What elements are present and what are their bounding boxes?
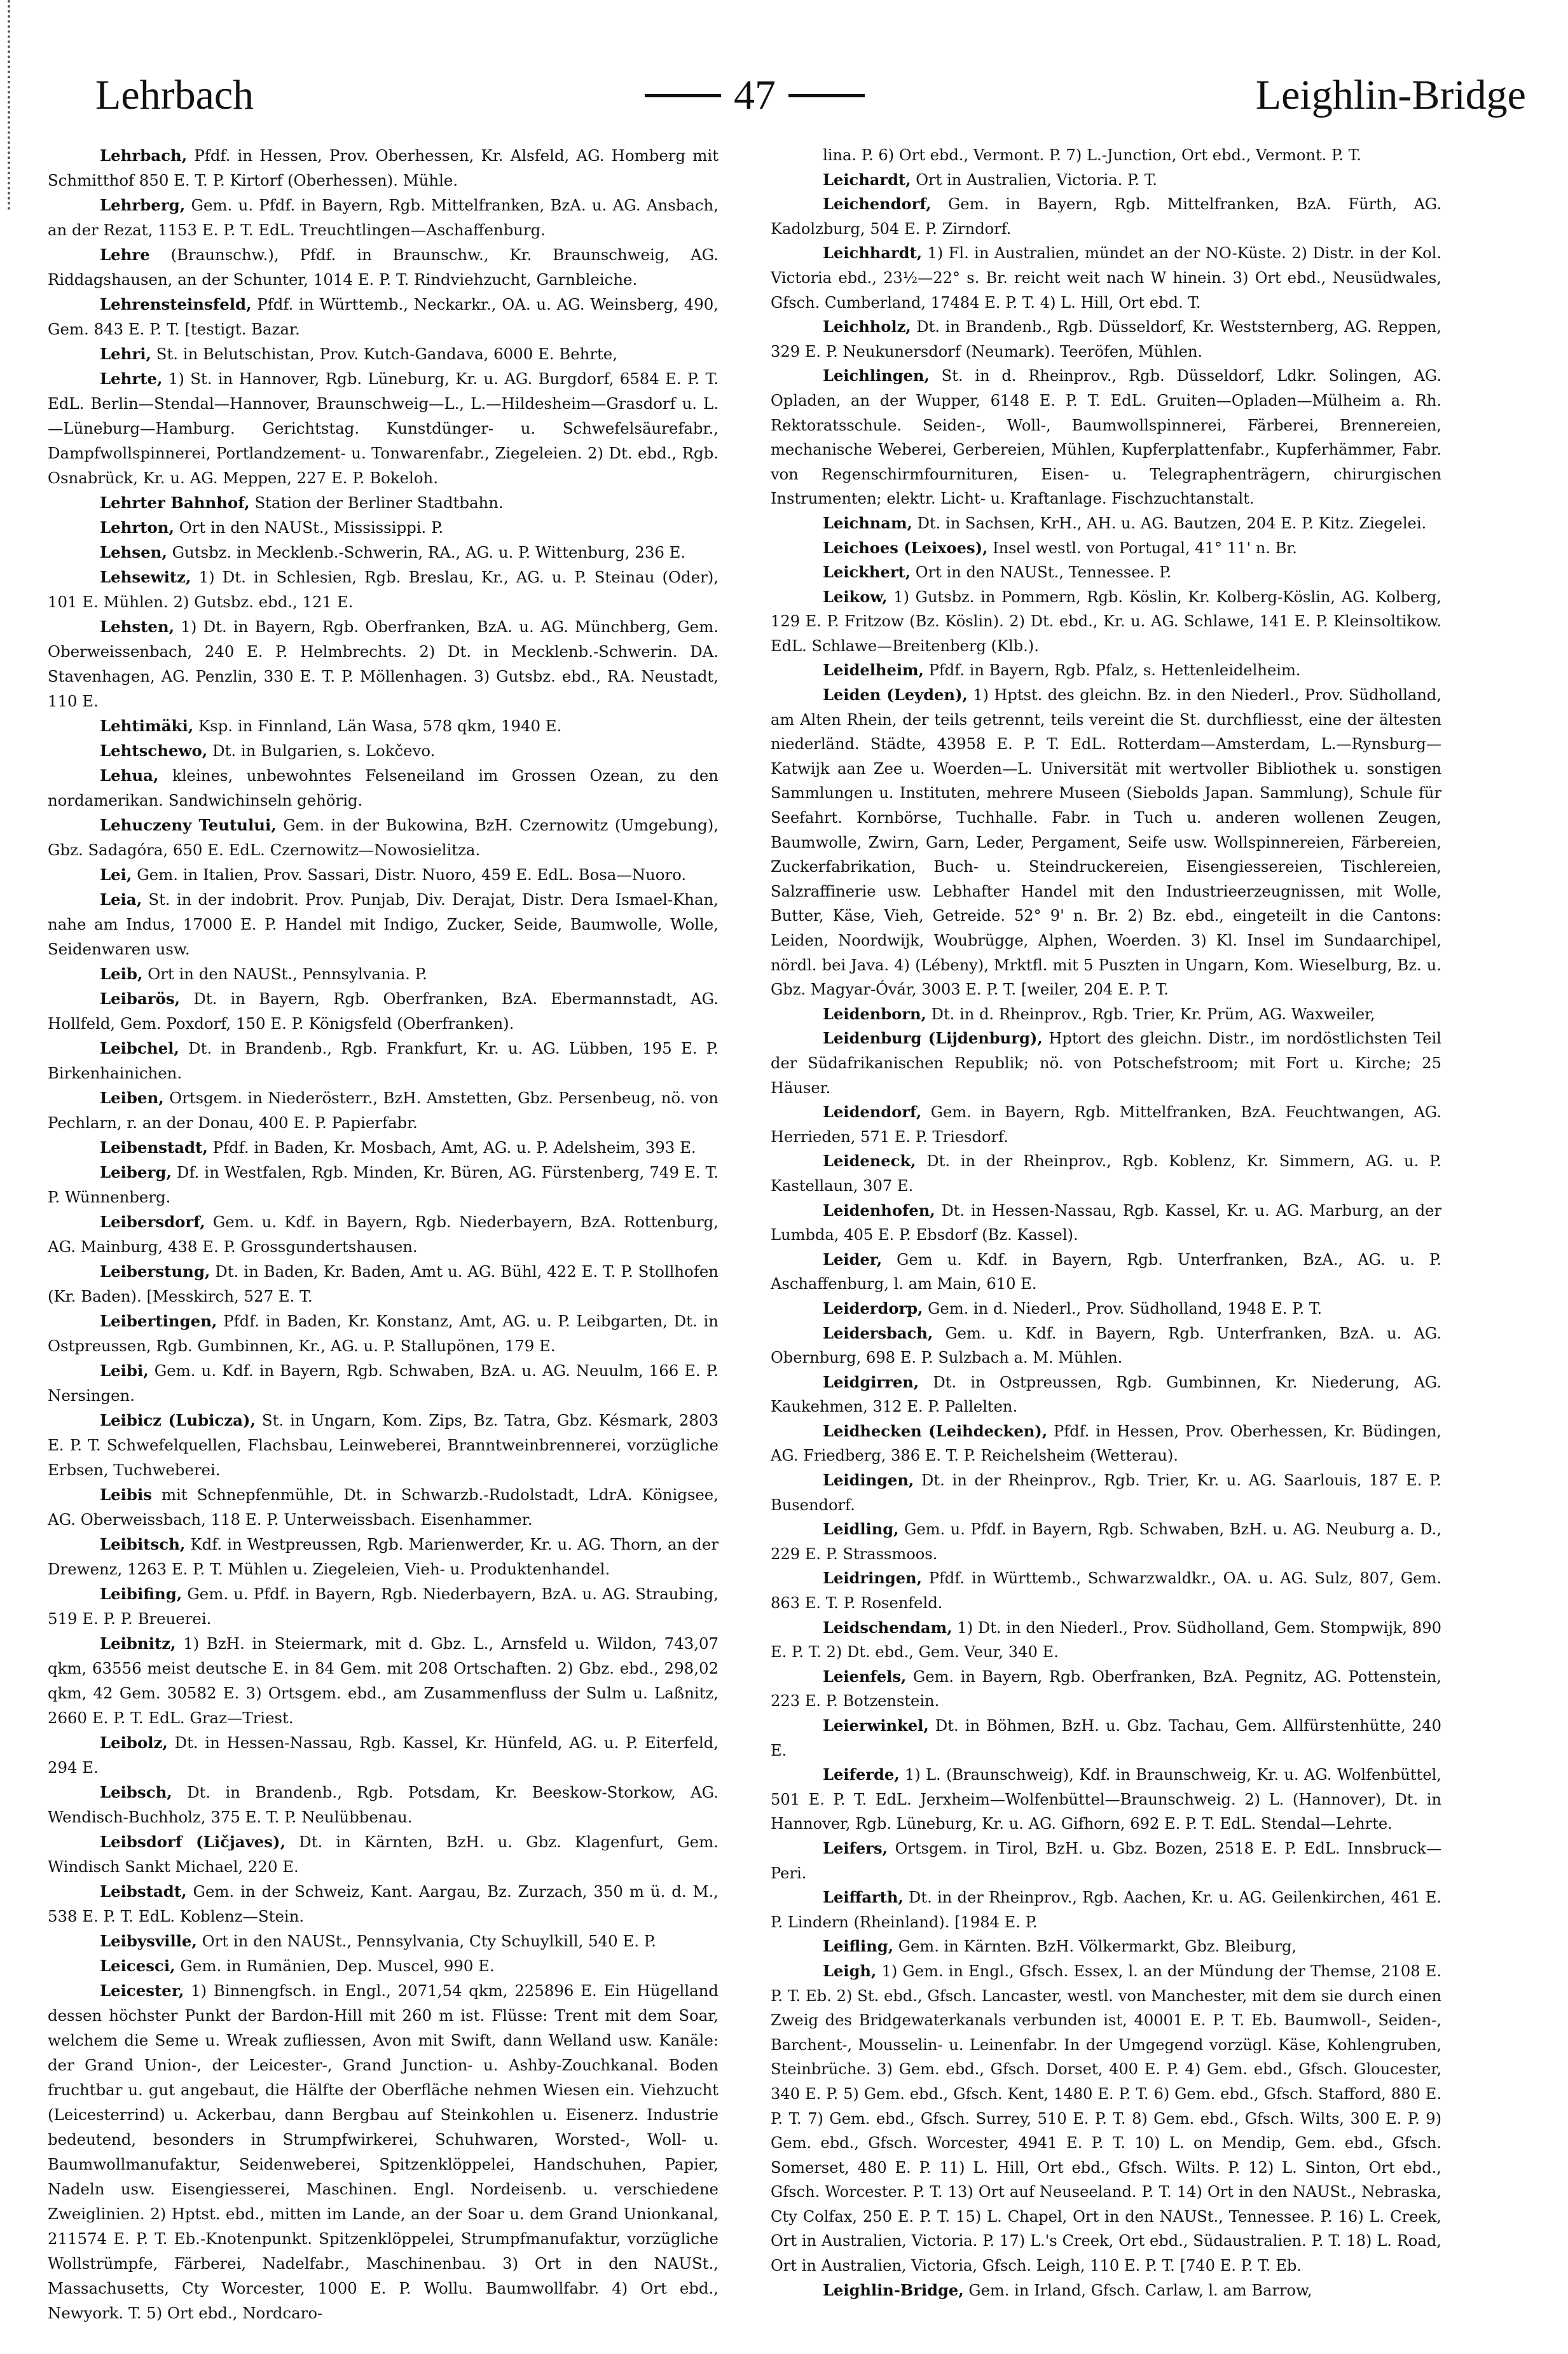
entry-headword: Leideneck, bbox=[823, 1152, 916, 1171]
entry-headword: Leidringen, bbox=[823, 1569, 923, 1588]
entry-text: Gem. in Rumänien, Dep. Muscel, 990 E. bbox=[175, 1957, 495, 1975]
entry-headword: Leibersdorf, bbox=[100, 1213, 205, 1231]
dictionary-entry bbox=[48, 1929, 719, 1953]
entry-headword: Leibchel, bbox=[100, 1039, 179, 1057]
entry-headword: Lehsten, bbox=[100, 617, 175, 636]
dictionary-entry bbox=[771, 1321, 1441, 1370]
dictionary-entry bbox=[48, 1309, 719, 1358]
entry-text: lina. P. 6) Ort ebd., Vermont. P. 7) L.-Junction, Ort ebd., Vermont. P. T. bbox=[823, 146, 1361, 164]
entry-text: 1) Dt. in Schlesien, Rgb. Breslau, Kr., AG. u. P. Steinau (Oder), 101 E. Mühlen. 2) Gutsbz. ebd., 121 E. bbox=[48, 568, 719, 611]
dictionary-entry bbox=[771, 1934, 1441, 1959]
entry-headword: Leiderdorp, bbox=[823, 1298, 923, 1318]
dictionary-entry bbox=[771, 1419, 1441, 1468]
entry-headword: Leichhardt, bbox=[823, 244, 923, 263]
entry-headword: Leibitsch, bbox=[100, 1535, 186, 1553]
entry-text: Pfdf. in Württemb., Schwarzwaldkr., OA. u. AG. Sulz, 807, Gem. 863 E. T. P. Rosenfeld. bbox=[771, 1569, 1441, 1613]
dictionary-entry bbox=[771, 1002, 1441, 1027]
entry-headword: Leienfels, bbox=[823, 1667, 907, 1686]
entry-headword: Leibsch, bbox=[100, 1783, 172, 1801]
entry-headword: Leifers, bbox=[823, 1838, 888, 1857]
entry-text: Kdf. in Westpreussen, Rgb. Marienwerder, Kr. u. AG. Thorn, an der Drewenz, 1263 E. P. T. Mühlen u. Ziegeleien, Vieh- u. Produktenhandel. bbox=[48, 1535, 719, 1578]
dictionary-entry bbox=[771, 315, 1441, 364]
dictionary-entry bbox=[771, 683, 1441, 1002]
entry-text: Ort in den NAUSt., Mississippi. P. bbox=[174, 518, 444, 537]
dictionary-entry bbox=[771, 560, 1441, 585]
entry-headword: Leichholz, bbox=[823, 317, 911, 336]
entry-headword: Leibicz (Lubicza), bbox=[100, 1411, 256, 1429]
left-column bbox=[48, 143, 719, 2325]
entry-headword: Leikow, bbox=[823, 587, 888, 606]
entry-headword: Leickhert, bbox=[823, 563, 911, 582]
dictionary-entry bbox=[771, 143, 1441, 168]
entry-text: St. in d. Rheinprov., Rgb. Düsseldorf, Ldkr. Solingen, AG. Opladen, an der Wupper, 6148 E. P. T. EdL. Gruiten—Opladen—Mülheim a. Rh. Rektoratsschule. Seiden-, Woll-, Baumwollspinnerei, Färberei, Brennereien, mechanische Weberei, Gerbereien, Mühlen, Kupferplattenfabr., Kupferhämmer, Fabr. von Regenschirmfournituren, Eisen- u. Telegraphenträgern, chirurgischen Instrumenten; elektr. Licht- u. Kraftanlage. Fischzuchtanstalt. bbox=[771, 367, 1441, 508]
entry-text: Dt. in Baden, Kr. Baden, Amt u. AG. Bühl, 422 E. T. P. Stollhofen (Kr. Baden). [Messkirch, 527 E. T. bbox=[48, 1262, 719, 1305]
dictionary-entry bbox=[48, 961, 719, 986]
entry-headword: Leibsdorf (Ličjaves), bbox=[100, 1833, 286, 1851]
entry-headword: Leidling, bbox=[823, 1520, 899, 1539]
entry-headword: Leib, bbox=[100, 965, 143, 983]
dictionary-entry bbox=[771, 192, 1441, 241]
entry-text: kleines, unbewohntes Felseneiland im Grossen Ozean, zu den nordamerikan. Sandwichinseln gehörig. bbox=[48, 766, 719, 809]
entry-text: 1) Hptst. des gleichn. Bz. in den Niederl., Prov. Südholland, am Alten Rhein, der teils getrennt, teils vereint die St. durchfliesst, eine der ältesten niederländ. Städte, 43958 E. P. T. EdL. Rotterdam—Amsterdam, L.—Rynsburg—Katwijk aan Zee u. Woerden—L. Universität mit wertvoller Bibliothek u. sonstigen Sammlungen u. Instituten, mehrere Museen (Siebolds Japan. Sammlung), Schule für Seefahrt. Kornbörse, Tuchhalle. Fabr. in Tuch u. anderen wollenen Zeugen, Baumwolle, Zwirn, Garn, Leder, Pergament, Seife usw. Wollspinnereien, Färbereien, Zuckerfabrikation, Buch- u. Steindruckereien, Eisengiessereien, Tischlereien, Salzraffinerie usw. Lebhafter Handel mit den Industrieerzeugnissen, mit Wolle, Butter, Käse, Vieh, Getreide. 52° 9' n. Br. 2) Bz. ebd., eingeteilt in die Cantons: Leiden, Noordwijk, Woubrügge, Alphen, Woerden. 3) Kl. Insel im Sundaarchipel, nördl. bei Java. 4) (Lébeny), Mrktfl. mit 5 Puszten in Ungarn, Kom. Wieselburg, Bz. u. Gbz. Magyar-Óvár, 3003 E. P. T. [weiler, 204 E. P. T. bbox=[771, 686, 1441, 999]
dictionary-entry bbox=[771, 1297, 1441, 1321]
entry-text: St. in Belutschistan, Prov. Kutch-Gandava, 6000 E. Behrte, bbox=[151, 345, 617, 363]
dictionary-entry bbox=[48, 515, 719, 540]
dictionary-entry bbox=[771, 168, 1441, 193]
entry-text: Ort in Australien, Victoria. P. T. bbox=[911, 170, 1157, 189]
entry-text: Ort in den NAUSt., Tennessee. P. bbox=[911, 563, 1172, 582]
entry-text: Gem. in Italien, Prov. Sassari, Distr. Nuoro, 459 E. EdL. Bosa—Nuoro. bbox=[132, 865, 687, 884]
entry-headword: Leichardt, bbox=[823, 170, 911, 189]
entry-text: Dt. in Bulgarien, s. Lokčevo. bbox=[207, 741, 436, 760]
dictionary-entry bbox=[48, 242, 719, 292]
dictionary-entry bbox=[771, 2278, 1441, 2303]
entry-text: 1) L. (Braunschweig), Kdf. in Braunschweig, Kr. u. AG. Wolfenbüttel, 501 E. P. T. EdL. Jerxheim—Wolfenbüttel—Braunschweig. 2) L. (Hannover), Dt. in Hannover, Rgb. Lüneburg, Kr. u. AG. Gifhorn, 692 E. P. T. EdL. Stendal—Lehrte. bbox=[771, 1766, 1441, 1833]
right-column bbox=[771, 143, 1441, 2302]
entry-headword: Lehuczeny Teutului, bbox=[100, 816, 277, 834]
dictionary-entry bbox=[48, 565, 719, 614]
dictionary-entry bbox=[48, 862, 719, 887]
entry-headword: Lehua, bbox=[100, 766, 159, 785]
entry-text: St. in Ungarn, Kom. Zips, Bz. Tatra, Gbz. Késmark, 2803 E. P. T. Schwefelquellen, Flachsbau, Leinweberei, Branntweinbrennerei, vorzügliche Erbsen, Tuchweberei. bbox=[48, 1411, 719, 1479]
dictionary-entry bbox=[48, 813, 719, 862]
entry-headword: Leidgirren, bbox=[823, 1372, 919, 1391]
dictionary-entry bbox=[48, 1209, 719, 1259]
entry-text: Dt. in Brandenb., Rgb. Potsdam, Kr. Beeskow-Storkow, AG. Wendisch-Buchholz, 375 E. T. P. Neulübbenau. bbox=[48, 1783, 719, 1826]
entry-headword: Leibysville, bbox=[100, 1932, 197, 1950]
entry-text: Gem. in Irland, Gfsch. Carlaw, l. am Barrow, bbox=[963, 2281, 1312, 2299]
entry-headword: Leider, bbox=[823, 1249, 883, 1269]
dictionary-entry bbox=[48, 763, 719, 813]
dictionary-entry bbox=[771, 364, 1441, 511]
entry-headword: Leibolz, bbox=[100, 1733, 168, 1752]
dictionary-entry bbox=[48, 1978, 719, 2325]
entry-text: Dt. in der Rheinprov., Rgb. Trier, Kr. u. AG. Saarlouis, 187 E. P. Busendorf. bbox=[771, 1471, 1441, 1514]
entry-headword: Lehsen, bbox=[100, 543, 167, 561]
dictionary-entry bbox=[771, 1149, 1441, 1198]
entry-text: Gem u. Kdf. in Bayern, Rgb. Unterfranken, BzA., AG. u. P. Aschaffenburg, l. am Main, 610 E. bbox=[771, 1250, 1441, 1293]
entry-text: 1) St. in Hannover, Rgb. Lüneburg, Kr. u. AG. Burgdorf, 6584 E. P. T. EdL. Berlin—Stendal—Hannover, Braunschweig—L., L.—Hildesheim—Grasdorf u. L.—Lüneburg—Hamburg. Gerichtstag. Kunstdünger- u. Schwefelsäurefabr., Dampfwollspinnerei, Portlandzement- u. Tonwarenfabr., Ziegeleien. 2) Dt. ebd., Rgb. Osnabrück, Kr. u. AG. Meppen, 227 E. P. Bokeloh. bbox=[48, 369, 719, 487]
dictionary-entry bbox=[771, 1199, 1441, 1248]
entry-headword: Leidersbach, bbox=[823, 1323, 933, 1342]
entry-text: Dt. in d. Rheinprov., Rgb. Trier, Kr. Prüm, AG. Waxweiler, bbox=[926, 1005, 1375, 1023]
dictionary-entry bbox=[48, 1532, 719, 1581]
dictionary-entry bbox=[48, 1829, 719, 1879]
entry-headword: Leiffarth, bbox=[823, 1888, 904, 1907]
entry-text: Dt. in der Rheinprov., Rgb. Aachen, Kr. u. AG. Geilenkirchen, 461 E. P. Lindern (Rheinland). [1984 E. P. bbox=[771, 1889, 1441, 1931]
entry-text: 1) Gutsbz. in Pommern, Rgb. Köslin, Kr. Kolberg-Köslin, AG. Kolberg, 129 E. P. Fritzow (Bz. Köslin). 2) Dt. ebd., Kr. u. AG. Schlawe, 141 E. P. Kleinsoltikow. EdL. Schlawe—Breitenberg (Klb.). bbox=[771, 588, 1441, 655]
entry-headword: Leidenburg (Lijdenburg), bbox=[823, 1029, 1043, 1048]
entry-headword: Leierwinkel, bbox=[823, 1716, 929, 1735]
entry-text: Dt. in Hessen-Nassau, Rgb. Kassel, Kr. Hünfeld, AG. u. P. Eiterfeld, 294 E. bbox=[48, 1733, 719, 1777]
dictionary-entry bbox=[771, 1026, 1441, 1100]
dictionary-entry bbox=[48, 614, 719, 713]
entry-headword: Leidendorf, bbox=[823, 1103, 922, 1122]
dictionary-entry bbox=[771, 1468, 1441, 1517]
entry-headword: Leibnitz, bbox=[100, 1634, 176, 1653]
entry-text: Ksp. in Finnland, Län Wasa, 578 qkm, 1940 E. bbox=[193, 717, 562, 735]
entry-headword: Lei, bbox=[100, 865, 132, 884]
dictionary-entry bbox=[48, 540, 719, 565]
entry-headword: Leidenborn, bbox=[823, 1004, 926, 1023]
dictionary-entry bbox=[48, 1036, 719, 1085]
header-page-number-group bbox=[645, 71, 865, 120]
dictionary-entry bbox=[771, 1248, 1441, 1297]
entry-headword: Leibstadt, bbox=[100, 1882, 187, 1901]
entry-text: Pfdf. in Baden, Kr. Konstanz, Amt, AG. u. P. Leibgarten, Dt. in Ostpreussen, Rgb. Gumbinnen, Kr., AG. u. P. Stallupönen, 179 E. bbox=[48, 1312, 719, 1355]
entry-text: mit Schnepfenmühle, Dt. in Schwarzb.-Rudolstadt, LdrA. Königsee, AG. Oberweissbach, 118 E. P. Unterweissbach. Eisenhammer. bbox=[48, 1485, 719, 1529]
entry-headword: Lehri, bbox=[100, 345, 152, 363]
entry-text: Gem. in Bayern, Rgb. Mittelfranken, BzA. Feuchtwangen, AG. Herrieden, 571 E. P. Triesdorf. bbox=[771, 1103, 1441, 1146]
dictionary-entry bbox=[48, 292, 719, 341]
entry-text: Dt. in Hessen-Nassau, Rgb. Kassel, Kr. u. AG. Marburg, an der Lumbda, 405 E. P. Ebsdorf (Bz. Kassel). bbox=[771, 1201, 1441, 1244]
entry-text: Df. in Westfalen, Rgb. Minden, Kr. Büren, AG. Fürstenberg, 749 E. T. P. Wünnenberg. bbox=[48, 1163, 719, 1206]
dictionary-entry bbox=[771, 585, 1441, 659]
entry-headword: Leighlin-Bridge, bbox=[823, 2280, 964, 2299]
entry-headword: Leia, bbox=[100, 890, 142, 909]
page-number: 47 bbox=[733, 72, 776, 118]
dictionary-entry bbox=[48, 366, 719, 490]
entry-headword: Lehtschewo, bbox=[100, 741, 208, 760]
entry-headword: Leichnam, bbox=[823, 513, 912, 532]
entry-headword: Leicesci, bbox=[100, 1957, 175, 1975]
entry-headword: Leibis bbox=[100, 1485, 152, 1504]
entry-text: 1) BzH. in Steiermark, mit d. Gbz. L., Arnsfeld u. Wildon, 743,07 qkm, 63556 meist deutsche E. in 84 Gem. mit 208 Ortschaften. 2) Gbz. ebd., 298,02 qkm, 42 Gem. 30582 E. 3) Ortsgem. ebd., am Zusammenfluss der Sulm u. Laßnitz, 2660 E. P. T. EdL. Graz—Triest. bbox=[48, 1634, 719, 1727]
header-first-entry: Lehrbach bbox=[95, 72, 254, 118]
dictionary-entry bbox=[48, 1259, 719, 1309]
entry-text: Gem. in Bayern, Rgb. Mittelfranken, BzA. Fürth, AG. Kadolzburg, 504 E. P. Zirndorf. bbox=[771, 195, 1441, 238]
entry-headword: Leibifing, bbox=[100, 1585, 182, 1603]
entry-headword: Leidingen, bbox=[823, 1471, 914, 1490]
entry-headword: Leichoes (Leixoes), bbox=[823, 538, 988, 557]
dictionary-entry bbox=[48, 1581, 719, 1631]
dictionary-entry bbox=[48, 143, 719, 193]
entry-text: Dt. in Brandenb., Rgb. Düsseldorf, Kr. Weststernberg, AG. Reppen, 329 E. P. Neukunersdorf (Neumark). Teeröfen, Mühlen. bbox=[771, 318, 1441, 361]
entry-headword: Lehrberg, bbox=[100, 196, 186, 214]
dictionary-entry bbox=[48, 1358, 719, 1408]
entry-headword: Leicester, bbox=[100, 1981, 184, 2000]
entry-headword: Leiferde, bbox=[823, 1765, 900, 1784]
entry-text: Gem. u. Kdf. in Bayern, Rgb. Unterfranken, BzA. u. AG. Obernburg, 698 E. P. Sulzbach a. M. Mühlen. bbox=[771, 1324, 1441, 1367]
entry-text: 1) Dt. in Bayern, Rgb. Oberfranken, BzA. u. AG. Münchberg, Gem. Oberweissenbach, 240 E. P. Helmbrechts. 2) Dt. in Mecklenb.-Schwerin. DA. Stavenhagen, AG. Penzlin, 330 E. T. P. Möllenhagen. 3) Gutsbz. ebd., RA. Neustadt, 110 E. bbox=[48, 617, 719, 710]
entry-headword: Leidschendam, bbox=[823, 1618, 952, 1637]
dictionary-entry bbox=[771, 536, 1441, 561]
dictionary-entry bbox=[771, 1959, 1441, 2278]
dictionary-entry bbox=[771, 1763, 1441, 1836]
entry-text: Gem. u. Pfdf. in Bayern, Rgb. Niederbayern, BzA. u. AG. Straubing, 519 E. P. P. Breuerei. bbox=[48, 1585, 719, 1628]
dictionary-entry bbox=[48, 490, 719, 515]
entry-headword: Leigh, bbox=[823, 1961, 877, 1980]
entry-text: Dt. in Böhmen, BzH. u. Gbz. Tachau, Gem. Allfürstenhütte, 240 E. bbox=[771, 1717, 1441, 1759]
dictionary-entry bbox=[48, 341, 719, 366]
entry-text: Gem. in der Bukowina, BzH. Czernowitz (Umgebung), Gbz. Sadagóra, 650 E. EdL. Czernowitz—Nowosielitza. bbox=[48, 816, 719, 859]
dictionary-entry bbox=[48, 738, 719, 763]
dictionary-entry bbox=[48, 1160, 719, 1209]
entry-headword: Leidelheim, bbox=[823, 661, 924, 680]
dictionary-entry bbox=[48, 193, 719, 242]
dictionary-entry bbox=[771, 1616, 1441, 1665]
dictionary-entry bbox=[48, 1730, 719, 1780]
entry-headword: Lehrte, bbox=[100, 369, 163, 388]
dictionary-entry bbox=[48, 1482, 719, 1532]
entry-text: Pfdf. in Bayern, Rgb. Pfalz, s. Hettenleidelheim. bbox=[923, 661, 1301, 680]
dictionary-entry bbox=[771, 1714, 1441, 1763]
entry-text: Ortsgem. in Niederösterr., BzH. Amstetten, Gbz. Persenbeug, nö. von Pechlarn, r. an der Donau, 400 E. P. Papierfabr. bbox=[48, 1089, 719, 1132]
dictionary-entry bbox=[771, 658, 1441, 683]
entry-text: Ort in den NAUSt., Pennsylvania. P. bbox=[142, 965, 427, 983]
entry-text: Insel westl. von Portugal, 41° 11' n. Br. bbox=[987, 539, 1297, 557]
entry-headword: Leiden (Leyden), bbox=[823, 685, 968, 705]
dictionary-entry bbox=[48, 1135, 719, 1160]
dictionary-entry bbox=[771, 1566, 1441, 1615]
entry-text: St. in der indobrit. Prov. Punjab, Div. Derajat, Distr. Dera Ismael-Khan, nahe am Indus, 17000 E. P. Handel mit Indigo, Zucker, Seide, Baumwolle, Wolle, Seidenwaren usw. bbox=[48, 890, 719, 958]
entry-headword: Lehrton, bbox=[100, 518, 175, 537]
entry-text: Gem. u. Kdf. in Bayern, Rgb. Niederbayern, BzA. Rottenburg, AG. Mainburg, 438 E. P. Grossgundertshausen. bbox=[48, 1213, 719, 1256]
dictionary-entry bbox=[771, 1370, 1441, 1419]
entry-text: Dt. in Bayern, Rgb. Oberfranken, BzA. Ebermannstadt, AG. Hollfeld, Gem. Poxdorf, 150 E. P. Königsfeld (Oberfranken). bbox=[48, 989, 719, 1033]
entry-headword: Lehrter Bahnhof, bbox=[100, 493, 250, 512]
entry-text: Gem. u. Pfdf. in Bayern, Rgb. Mittelfranken, BzA. u. AG. Ansbach, an der Rezat, 1153 E. P. T. EdL. Treuchtlingen—Aschaffenburg. bbox=[48, 196, 719, 239]
header-last-entry: Leighlin-Bridge bbox=[1255, 72, 1526, 118]
entry-headword: Leibenstadt, bbox=[100, 1138, 208, 1157]
dictionary-entry bbox=[48, 986, 719, 1036]
entry-text: Gem. u. Pfdf. in Bayern, Rgb. Schwaben, BzH. u. AG. Neuburg a. D., 229 E. P. Strassmoos. bbox=[771, 1520, 1441, 1563]
entry-text: Pfdf. in Hessen, Prov. Oberhessen, Kr. Alsfeld, AG. Homberg mit Schmitthof 850 E. T. P. Kirtorf (Oberhessen). Mühle. bbox=[48, 146, 719, 189]
entry-text: Dt. in Kärnten, BzH. u. Gbz. Klagenfurt, Gem. Windisch Sankt Michael, 220 E. bbox=[48, 1833, 719, 1876]
entry-text: Dt. in Sachsen, KrH., AH. u. AG. Bautzen, 204 E. P. Kitz. Ziegelei. bbox=[912, 514, 1427, 532]
dictionary-entry bbox=[771, 1885, 1441, 1934]
entry-headword: Leichlingen, bbox=[823, 366, 930, 385]
dictionary-entry bbox=[48, 1085, 719, 1135]
entry-text: Gem. in der Schweiz, Kant. Aargau, Bz. Zurzach, 350 m ü. d. M., 538 E. P. T. EdL. Koblenz—Stein. bbox=[48, 1882, 719, 1925]
dictionary-entry bbox=[48, 887, 719, 961]
entry-text: Pfdf. in Hessen, Prov. Oberhessen, Kr. Büdingen, AG. Friedberg, 386 E. T. P. Reichelsheim (Wetterau). bbox=[771, 1422, 1441, 1465]
entry-text: Gem. u. Kdf. in Bayern, Rgb. Schwaben, BzA. u. AG. Neuulm, 166 E. P. Nersingen. bbox=[48, 1361, 719, 1405]
entry-text: 1) Binnengfsch. in Engl., 2071,54 qkm, 225896 E. Ein Hügelland dessen höchster Punkt der Bardon-Hill mit 260 m ist. Flüsse: Trent mit dem Soar, welchem die Seme u. Wreak zufliessen, Avon mit Swift, dann Welland usw. Kanäle: der Grand Union-, der Leicester-, Grand Junction- u. Ashby-Zouchkanal. Boden fruchtbar u. gut angebaut, die Hälfte der Oberfläche nehmen Wiesen ein. Viehzucht (Leicesterrind) u. Ackerbau, dann Bergbau auf Steinkohlen u. Eisenerz. Industrie bedeutend, besonders in Strumpfwirkerei, Schuhwaren, Worsted-, Woll- u. Baumwollmanufaktur, Seidenweberei, Spitzenklöppelei, Handschuhen, Papier, Nadeln usw. Eisengiesserei, Maschinen. Engl. Nordeisenb. u. verschiedene Zweiglinien. 2) Hptst. ebd., mitten im Lande, an der Soar u. dem Grand Unionkanal, 211574 E. P. T. Eb.-Knotenpunkt. Spitzenklöppelei, Strumpfmanufaktur, vorzügliche Wollstrümpfe, Färberei, Nadelfabr., Maschinenbau. 3) Ort in den NAUSt., Massachusetts, Cty Worcester, 1000 E. P. Wollu. Baumwollfabr. 4) Ort ebd., Newyork. T. 5) Ort ebd., Nordcaro- bbox=[48, 1981, 719, 2322]
margin-scan-mark bbox=[0, 0, 10, 210]
entry-text: (Braunschw.), Pfdf. in Braunschw., Kr. Braunschweig, AG. Riddagshausen, an der Schunter, 1014 E. P. T. Rindviehzucht, Garnbleiche. bbox=[48, 245, 719, 289]
entry-text: Gutsbz. in Mecklenb.-Schwerin, RA., AG. u. P. Wittenburg, 236 E. bbox=[167, 543, 686, 561]
entry-text: Ortsgem. in Tirol, BzH. u. Gbz. Bozen, 2518 E. P. EdL. Innsbruck—Peri. bbox=[771, 1839, 1441, 1882]
entry-text: Pfdf. in Württemb., Neckarkr., OA. u. AG. Weinsberg, 490, Gem. 843 E. P. T. [testigt. Bazar. bbox=[48, 295, 719, 338]
entry-headword: Leidenhofen, bbox=[823, 1201, 935, 1220]
dictionary-entry bbox=[48, 1631, 719, 1730]
entry-headword: Leidhecken (Leihdecken), bbox=[823, 1421, 1048, 1440]
entry-headword: Lehre bbox=[100, 245, 150, 264]
entry-text: Pfdf. in Baden, Kr. Mosbach, Amt, AG. u. P. Adelsheim, 393 E. bbox=[207, 1138, 696, 1157]
entry-text: 1) Dt. in den Niederl., Prov. Südholland, Gem. Stompwijk, 890 E. P. T. 2) Dt. ebd., Gem. Veur, 340 E. bbox=[771, 1618, 1441, 1662]
entry-headword: Lehsewitz, bbox=[100, 568, 191, 586]
entry-text: 1) Gem. in Engl., Gfsch. Essex, l. an der Mündung der Themse, 2108 E. P. T. Eb. 2) St. ebd., Gfsch. Lancaster, westl. von Manchester, mit dem sie durch einen Zweig des Bridgewaterkanals verbunden ist, 40001 E. P. T. Eb. Baumwoll-, Seiden-, Barchent-, Mousselin- u. Leinenfabr. In der Umgegend vorzügl. Käse, Kohlengruben, Steinbrüche. 3) Gem. ebd., Gfsch. Dorset, 400 E. P. 4) Gem. ebd., Gfsch. Gloucester, 340 E. P. 5) Gem. ebd., Gfsch. Kent, 1480 E. P. T. 6) Gem. ebd., Gfsch. Stafford, 880 E. P. T. 7) Gem. ebd., Gfsch. Surrey, 510 E. P. T. 8) Gem. ebd., Gfsch. Wilts, 300 E. P. 9) Gem. ebd., Gfsch. Worcester, 4941 E. P. T. 10) L. on Mendip, Gem. ebd., Gfsch. Somerset, 480 E. P. 11) L. Hill, Ort ebd., Gfsch. Wilts. P. 12) L. Sinton, Ort ebd., Gfsch. Worcester. P. T. 13) Ort auf Neuseeland. P. T. 14) Ort in den NAUSt., Nebraska, Cty Colfax, 250 E. P. T. 15) L. Chapel, Ort in den NAUSt., Tennessee. P. 16) L. Creek, Ort in Australien, Victoria. P. 17) L.'s Creek, Ort ebd., Südaustralien. P. T. 18) L. Road, Ort in Australien, Victoria, Gfsch. Leigh, 110 E. P. T. [740 E. P. T. Eb. bbox=[771, 1962, 1441, 2275]
entry-headword: Leichendorf, bbox=[823, 195, 932, 214]
dictionary-entry bbox=[48, 1953, 719, 1978]
page-header bbox=[95, 60, 1526, 130]
entry-headword: Lehrensteinsfeld, bbox=[100, 295, 252, 313]
dictionary-entry bbox=[771, 1517, 1441, 1566]
header-rule-right bbox=[788, 94, 865, 97]
entry-text: Gem. in d. Niederl., Prov. Südholland, 1948 E. P. T. bbox=[923, 1299, 1323, 1318]
dictionary-entry bbox=[771, 241, 1441, 315]
entry-text: Gem. in Kärnten. BzH. Völkermarkt, Gbz. Bleiburg, bbox=[893, 1938, 1297, 1956]
entry-text: Dt. in der Rheinprov., Rgb. Koblenz, Kr. Simmern, AG. u. P. Kastellaun, 307 E. bbox=[771, 1152, 1441, 1195]
entry-text: 1) Fl. in Australien, mündet an der NO-Küste. 2) Distr. in der Kol. Victoria ebd., 23½—22° s. Br. reicht weit nach W hinein. 3) Ort ebd., Neusüdwales, Gfsch. Cumberland, 17484 E. P. T. 4) L. Hill, Ort ebd. T. bbox=[771, 244, 1441, 312]
dictionary-entry bbox=[771, 1100, 1441, 1149]
entry-text: Dt. in Brandenb., Rgb. Frankfurt, Kr. u. AG. Lübben, 195 E. P. Birkenhainichen. bbox=[48, 1039, 719, 1082]
entry-headword: Leifling, bbox=[823, 1937, 894, 1956]
entry-headword: Leiben, bbox=[100, 1089, 164, 1107]
entry-text: Gem. in Bayern, Rgb. Oberfranken, BzA. Pegnitz, AG. Pottenstein, 223 E. P. Botzenstein. bbox=[771, 1667, 1441, 1710]
entry-headword: Leibi, bbox=[100, 1361, 149, 1380]
header-rule-left bbox=[645, 94, 721, 97]
entry-headword: Leibertingen, bbox=[100, 1312, 217, 1330]
dictionary-entry bbox=[771, 511, 1441, 536]
dictionary-entry bbox=[48, 713, 719, 738]
entry-headword: Leiberstung, bbox=[100, 1262, 210, 1281]
entry-headword: Leibarös, bbox=[100, 989, 181, 1008]
dictionary-entry bbox=[48, 1408, 719, 1482]
dictionary-entry bbox=[48, 1879, 719, 1929]
dictionary-entry bbox=[48, 1780, 719, 1829]
entry-headword: Leiberg, bbox=[100, 1163, 172, 1181]
dictionary-entry bbox=[771, 1665, 1441, 1714]
entry-text: Station der Berliner Stadtbahn. bbox=[249, 493, 504, 512]
entry-text: Dt. in Ostpreussen, Rgb. Gumbinnen, Kr. Niederung, AG. Kaukehmen, 312 E. P. Pallelten. bbox=[771, 1373, 1441, 1416]
dictionary-entry bbox=[771, 1836, 1441, 1885]
entry-text: Hptort des gleichn. Distr., im nordöstlichsten Teil der Südafrikanischen Republik; nö. von Potschefstroom; mit Fort u. Kirche; 25 Häuser. bbox=[771, 1029, 1441, 1097]
entry-text: Ort in den NAUSt., Pennsylvania, Cty Schuylkill, 540 E. P. bbox=[196, 1932, 656, 1950]
entry-headword: Lehrbach, bbox=[100, 146, 188, 165]
entry-headword: Lehtimäki, bbox=[100, 717, 194, 735]
